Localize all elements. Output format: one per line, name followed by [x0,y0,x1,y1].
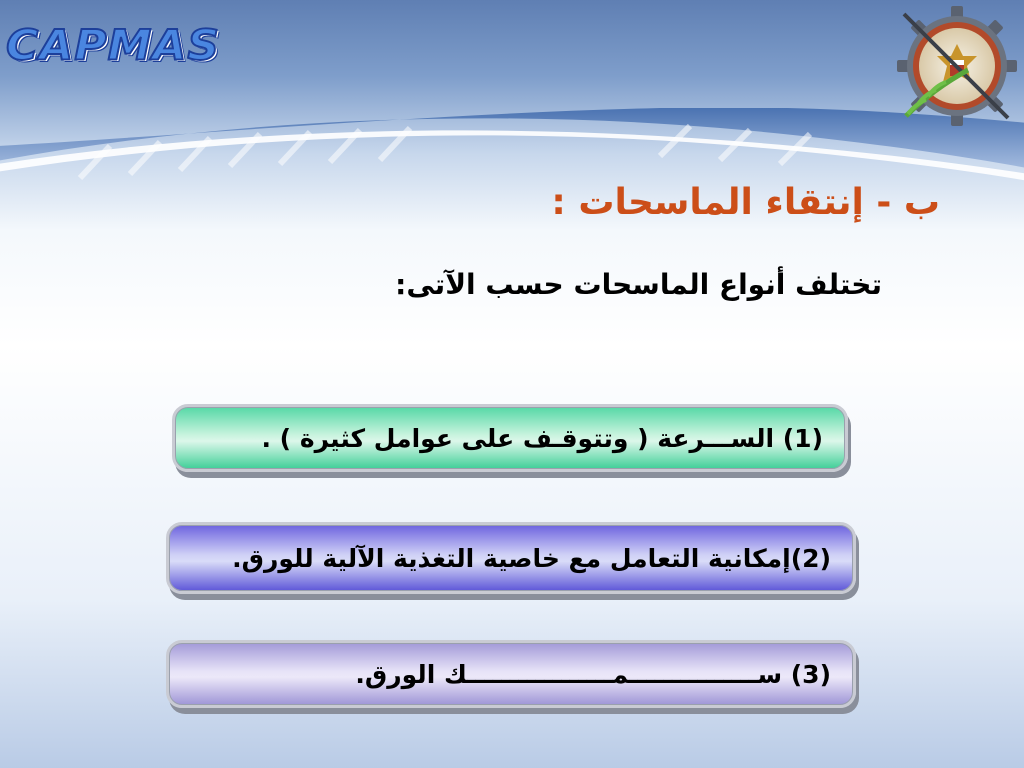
slide-subtitle: تختلف أنواع الماسحات حسب الآتى: [395,268,882,301]
capmas-emblem-icon [896,4,1018,128]
slide-title: ب - إنتقاء الماسحات : [551,182,940,223]
list-item-text: (3) ســـــــــــــــمـــــــــــــــــك الورق. [355,659,831,689]
list-item-paper-thickness [166,640,856,708]
list-item-text: (1) الســـرعة ( وتتوقـف على عوامل كثيرة ) . [261,423,823,453]
capmas-logo: CAPMAS [6,21,221,70]
list-item-auto-feed [166,522,856,594]
list-item-text: (2)إمكانية التعامل مع خاصية التغذية الآلية للورق. [232,543,831,573]
list-item-speed [172,404,848,472]
